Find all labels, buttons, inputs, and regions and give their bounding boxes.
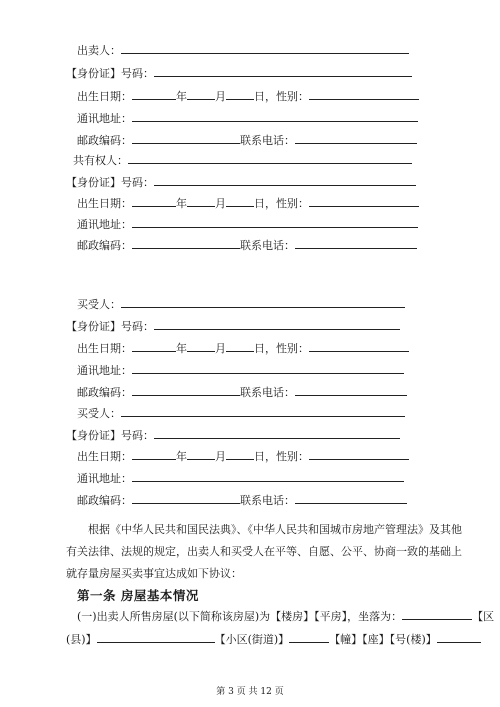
day-blank[interactable] <box>226 340 254 352</box>
postal-blank[interactable] <box>132 132 240 144</box>
buyer2-address-row <box>77 470 404 486</box>
month-label: 月 <box>215 90 226 103</box>
district-label: 【区 <box>472 610 495 623</box>
birth-label: 出生日期： <box>77 342 132 355</box>
article1-line2 <box>66 631 481 647</box>
postal-label: 邮政编码： <box>77 494 132 507</box>
day-blank[interactable] <box>226 195 254 207</box>
seller-blank[interactable] <box>121 42 409 54</box>
county-label: (县)】 <box>66 633 97 646</box>
year-blank[interactable] <box>132 448 176 460</box>
month-blank[interactable] <box>187 88 215 100</box>
coowner-postal-row <box>77 237 417 253</box>
address-blank[interactable] <box>132 362 404 374</box>
buyer2-row <box>77 405 405 421</box>
month-label: 月 <box>215 342 226 355</box>
article1-line1 <box>77 608 494 624</box>
month-blank[interactable] <box>187 448 215 460</box>
address-label: 通讯地址： <box>77 112 132 125</box>
article1-title: 第一条 房屋基本情况 <box>77 588 199 603</box>
month-label: 月 <box>215 197 226 210</box>
sex-blank[interactable] <box>309 340 409 352</box>
month-label: 月 <box>215 450 226 463</box>
address-label: 通讯地址： <box>77 364 132 377</box>
phone-label: 联系电话： <box>240 494 295 507</box>
sex-label: 性别： <box>276 450 309 463</box>
sex-blank[interactable] <box>309 448 409 460</box>
postal-blank[interactable] <box>132 237 240 249</box>
phone-label: 联系电话： <box>240 239 295 252</box>
sex-blank[interactable] <box>309 195 419 207</box>
phone-label: 联系电话： <box>240 134 295 147</box>
id-blank[interactable] <box>154 65 412 77</box>
year-blank[interactable] <box>132 340 176 352</box>
year-label: 年 <box>176 197 187 210</box>
buyer-id-row <box>66 318 400 334</box>
phone-blank[interactable] <box>295 132 417 144</box>
buyer2-postal-row <box>77 492 407 508</box>
id-blank[interactable] <box>154 427 400 439</box>
address-blank[interactable] <box>132 470 404 482</box>
month-blank[interactable] <box>187 340 215 352</box>
intro-paragraph <box>66 519 462 585</box>
coowner-address-row <box>77 216 418 232</box>
address-label: 通讯地址： <box>77 218 132 231</box>
day-blank[interactable] <box>226 448 254 460</box>
day-label: 日， <box>254 342 276 355</box>
seller-postal-row <box>77 132 417 148</box>
postal-label: 邮政编码： <box>77 134 132 147</box>
day-label: 日， <box>254 197 276 210</box>
month-blank[interactable] <box>187 195 215 207</box>
sex-label: 性别： <box>276 90 309 103</box>
phone-blank[interactable] <box>295 492 407 504</box>
phone-label: 联系电话： <box>240 386 295 399</box>
day-label: 日， <box>254 90 276 103</box>
community-blank[interactable] <box>289 631 329 643</box>
buyer-blank[interactable] <box>121 296 405 308</box>
page-number: 第 3 页 共 12 页 <box>216 687 284 697</box>
county-blank[interactable] <box>97 631 215 643</box>
buyer-label: 买受人： <box>77 298 121 311</box>
id-label: 【身份证】号码： <box>66 67 154 80</box>
seller-row <box>77 42 409 58</box>
buyer2-birth-row <box>77 448 409 464</box>
year-label: 年 <box>176 342 187 355</box>
buyer-postal-row <box>77 384 407 400</box>
intro-text: 根据《中华人民共和国民法典》、《中华人民共和国城市房地产管理法》及其他有关法律、法规的规定，出卖人和买受人在平等、自愿、公平、协商一致的基础上就存量房屋买卖事宜达成如下协议： <box>66 523 462 580</box>
address-blank[interactable] <box>132 110 418 122</box>
postal-blank[interactable] <box>132 384 240 396</box>
id-label: 【身份证】号码： <box>66 320 154 333</box>
coowner-birth-row <box>77 195 419 211</box>
sex-label: 性别： <box>276 342 309 355</box>
buyer-blank[interactable] <box>121 405 405 417</box>
buyer-row <box>77 296 405 312</box>
id-blank[interactable] <box>154 318 400 330</box>
coowner-label: 共有权人： <box>73 154 128 167</box>
year-blank[interactable] <box>132 88 176 100</box>
id-blank[interactable] <box>154 174 416 186</box>
postal-label: 邮政编码： <box>77 239 132 252</box>
building-blank[interactable] <box>437 631 481 643</box>
day-label: 日， <box>254 450 276 463</box>
birth-label: 出生日期： <box>77 90 132 103</box>
postal-blank[interactable] <box>132 492 240 504</box>
year-label: 年 <box>176 450 187 463</box>
location-blank[interactable] <box>402 608 472 620</box>
building-label: 【幢】【座】【号(楼)】 <box>329 633 437 646</box>
address-label: 通讯地址： <box>77 472 132 485</box>
postal-label: 邮政编码： <box>77 386 132 399</box>
year-label: 年 <box>176 90 187 103</box>
buyer-label: 买受人： <box>77 407 121 420</box>
coowner-row <box>73 152 412 168</box>
address-blank[interactable] <box>132 216 418 228</box>
birth-label: 出生日期： <box>77 450 132 463</box>
seller-id-row <box>66 65 412 81</box>
coowner-blank[interactable] <box>128 152 412 164</box>
phone-blank[interactable] <box>295 237 417 249</box>
id-label: 【身份证】号码： <box>66 176 154 189</box>
buyer-address-row <box>77 362 404 378</box>
buyer2-id-row <box>66 427 400 443</box>
article1-line1-text: (一)出卖人所售房屋(以下简称该房屋)为【楼房】【平房】，坐落为： <box>77 610 403 623</box>
community-label: 【小区(街道)】 <box>214 633 290 646</box>
coowner-id-row <box>66 174 416 190</box>
birth-label: 出生日期： <box>77 197 132 210</box>
day-blank[interactable] <box>226 88 254 100</box>
year-blank[interactable] <box>132 195 176 207</box>
id-label: 【身份证】号码： <box>66 429 154 442</box>
seller-birth-row <box>77 88 419 104</box>
buyer-birth-row <box>77 340 409 356</box>
sex-blank[interactable] <box>309 88 419 100</box>
seller-label: 出卖人： <box>77 44 121 57</box>
sex-label: 性别： <box>276 197 309 210</box>
phone-blank[interactable] <box>295 384 407 396</box>
seller-address-row <box>77 110 418 126</box>
